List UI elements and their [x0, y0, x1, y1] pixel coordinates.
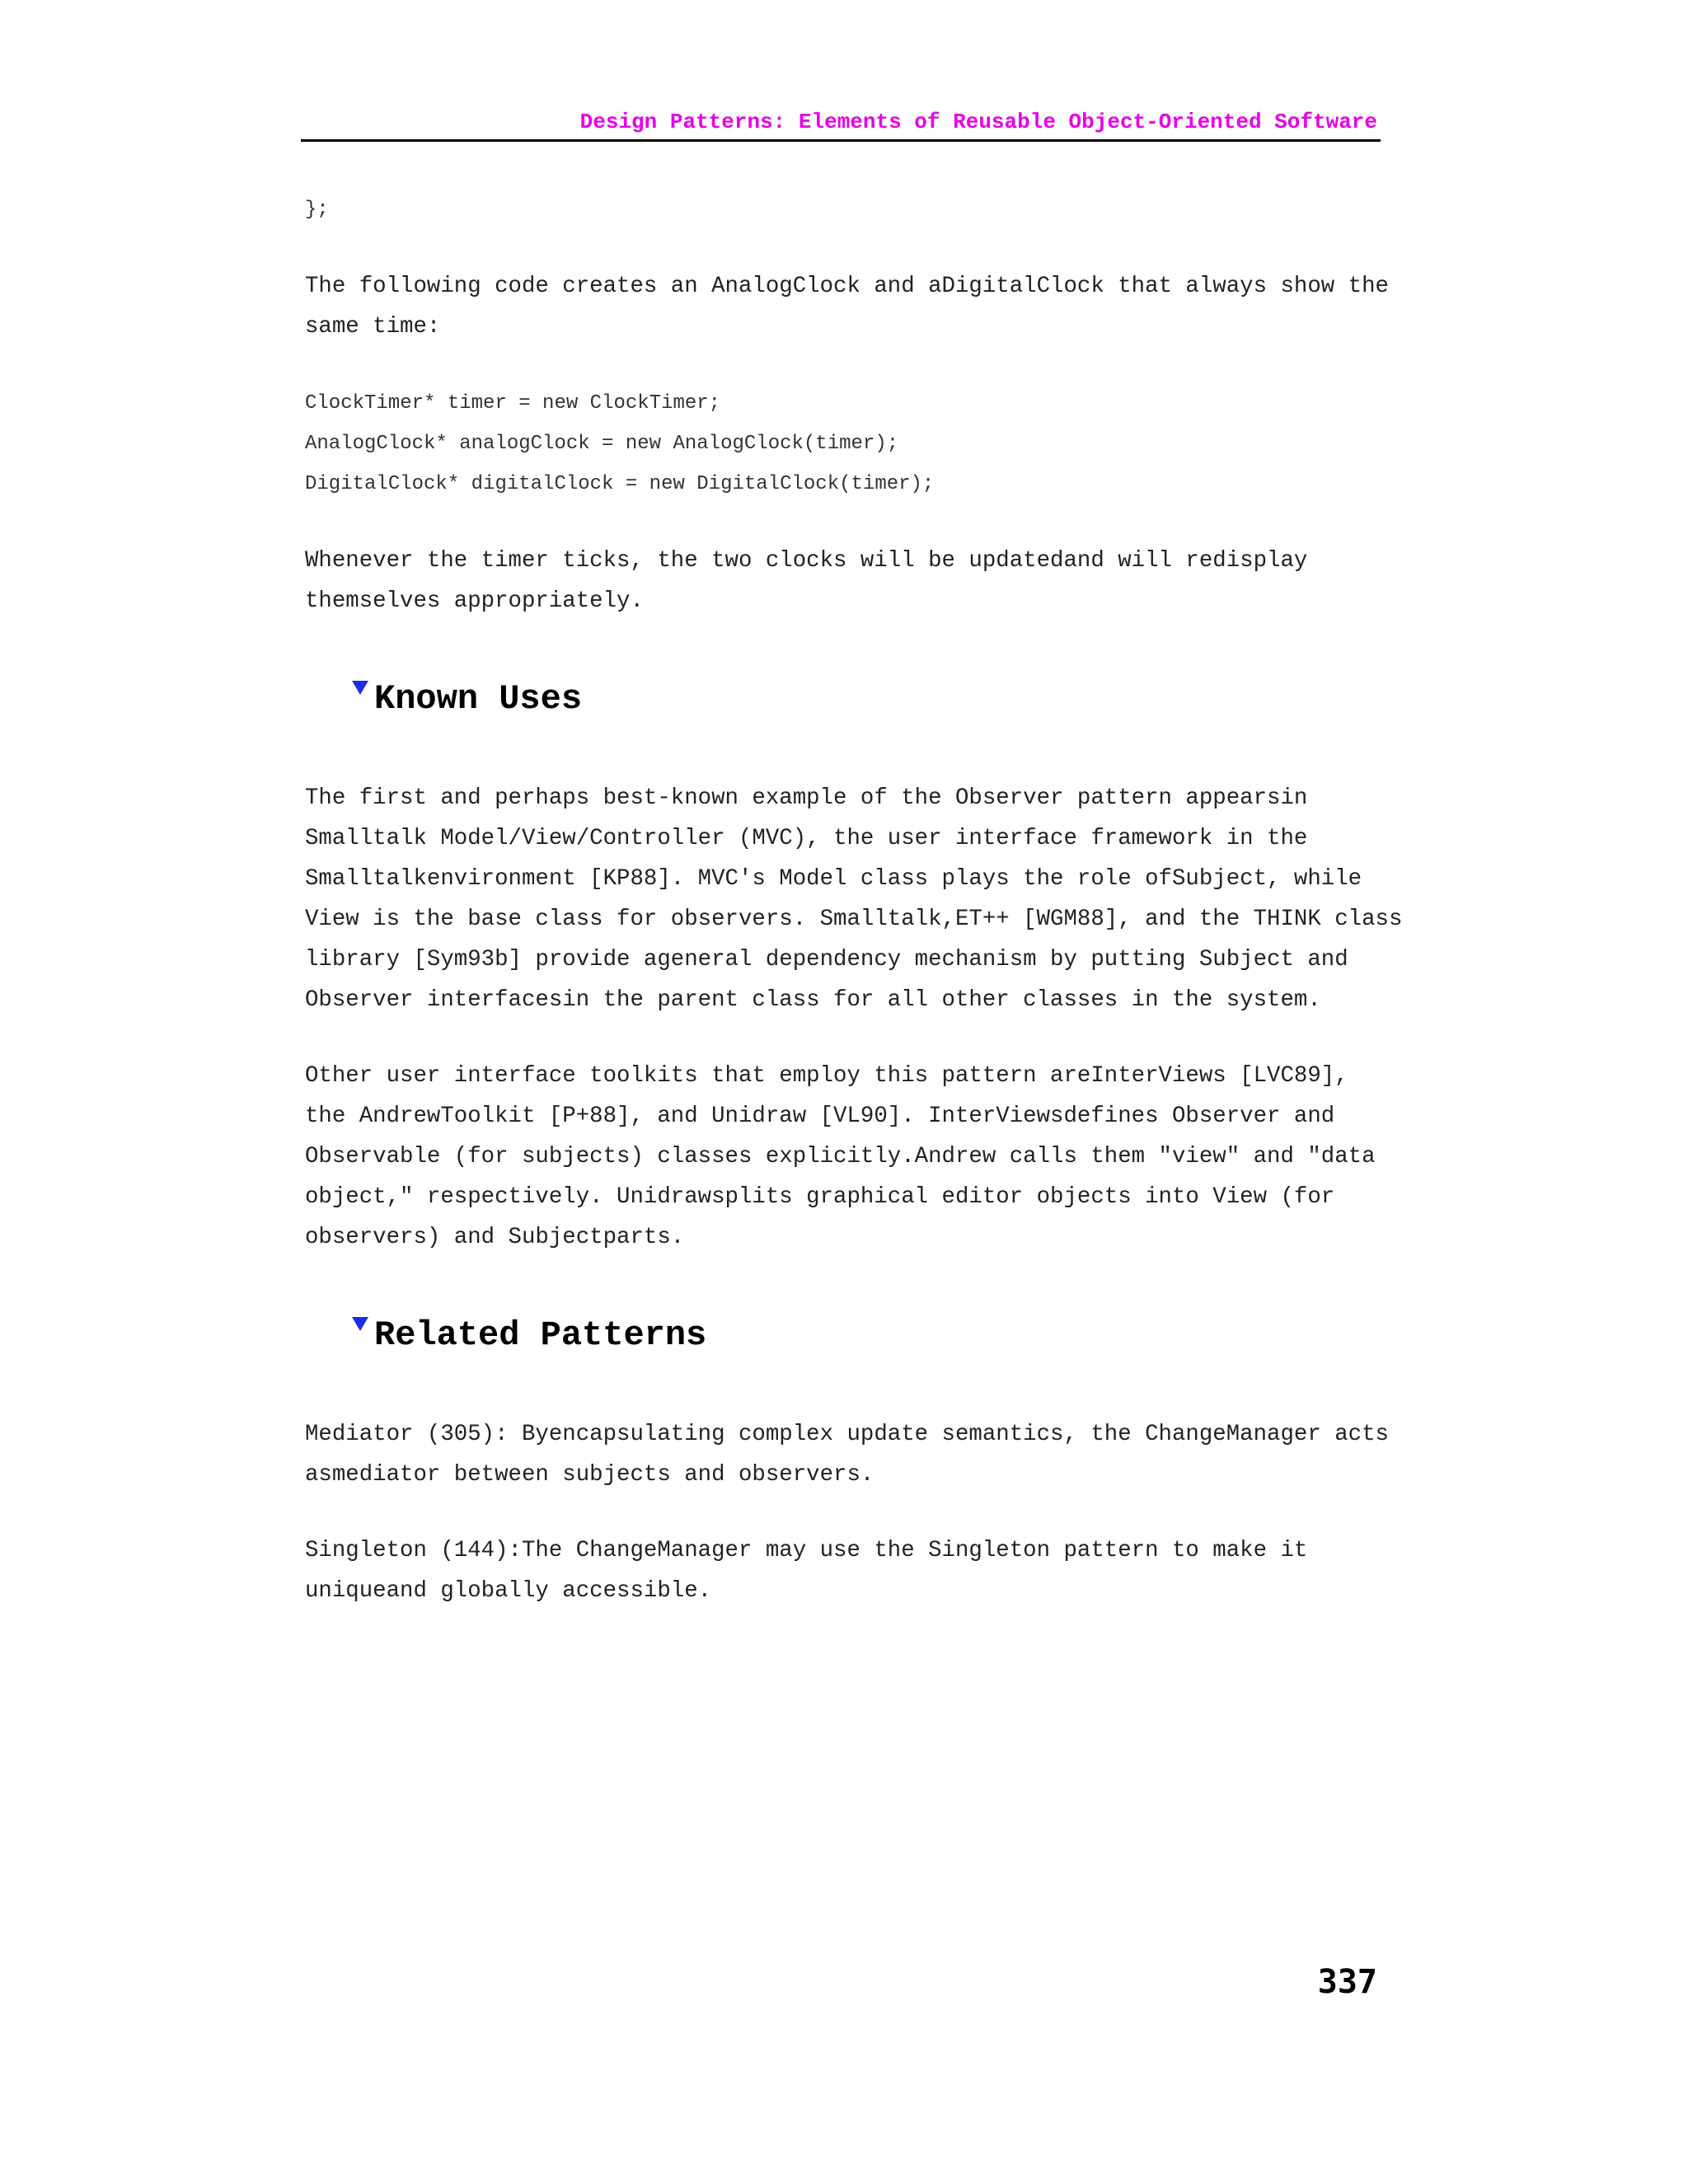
code-line: AnalogClock* analogClock = new AnalogClock(timer);: [305, 433, 899, 455]
text-line: themselves appropriately.: [305, 588, 644, 614]
intro-paragraph: [305, 266, 1389, 347]
related-patterns-heading: [305, 1310, 1385, 1360]
text-line: Other user interface toolkits that employ this pattern areInterViews [LVC89],: [305, 1063, 1348, 1089]
text-line: The following code creates an AnalogClock and aDigitalClock that always show the: [305, 274, 1389, 299]
code-line: DigitalClock* digitalClock = new DigitalClock(timer);: [305, 473, 935, 495]
running-header: Design Patterns: Elements of Reusable Object-Oriented Software: [579, 110, 1377, 134]
text-line: same time:: [305, 314, 441, 340]
text-line: Observer interfacesin the parent class for all other classes in the system.: [305, 987, 1321, 1013]
text-line: observers) and Subjectparts.: [305, 1225, 685, 1250]
text-line: asmediator between subjects and observers.: [305, 1462, 874, 1488]
related-patterns-paragraph-2: [305, 1530, 1385, 1611]
text-line: library [Sym93b] provide ageneral dependency mechanism by putting Subject and: [305, 947, 1348, 972]
text-line: object," respectively. Unidrawsplits graphical editor objects into View (for: [305, 1184, 1335, 1210]
known-uses-heading: [305, 674, 1385, 724]
header-rule: [301, 139, 1381, 142]
text-line: Smalltalkenvironment [KP88]. MVC's Model class plays the role ofSubject, while: [305, 866, 1362, 892]
text-line: the AndrewToolkit [P+88], and Unidraw [VL90]. InterViewsdefines Observer and: [305, 1104, 1335, 1129]
known-uses-paragraph-2: [305, 1056, 1385, 1258]
text-line: Observable (for subjects) classes explicitly.Andrew calls them "view" and "data: [305, 1144, 1376, 1169]
known-uses-heading-text: Known Uses: [374, 679, 583, 719]
text-line: Smalltalk Model/View/Controller (MVC), the user interface framework in the: [305, 826, 1308, 851]
text-line: View is the base class for observers. Smalltalk,ET++ [WGM88], and the THINK class: [305, 907, 1403, 932]
text-line: The first and perhaps best-known example of the Observer pattern appearsin: [305, 785, 1308, 811]
code-block: [305, 383, 1385, 504]
text-line: Whenever the timer ticks, the two clocks will be updatedand will redisplay: [305, 548, 1308, 574]
page-number: 337: [1317, 1963, 1377, 2001]
text-line: Singleton (144):The ChangeManager may use the Singleton pattern to make it: [305, 1538, 1308, 1563]
triangle-down-icon: [352, 1317, 368, 1331]
triangle-down-icon: [352, 681, 368, 695]
text-line: uniqueand globally accessible.: [305, 1578, 712, 1604]
known-uses-paragraph-1: [305, 778, 1403, 1020]
code-closing-brace: };: [305, 199, 329, 221]
update-paragraph: [305, 541, 1385, 621]
code-line: ClockTimer* timer = new ClockTimer;: [305, 392, 721, 415]
page-content: [305, 190, 1403, 1611]
text-line: Mediator (305): Byencapsulating complex update semantics, the ChangeManager acts: [305, 1422, 1389, 1447]
related-patterns-heading-text: Related Patterns: [374, 1315, 707, 1355]
related-patterns-paragraph-1: [305, 1414, 1389, 1495]
